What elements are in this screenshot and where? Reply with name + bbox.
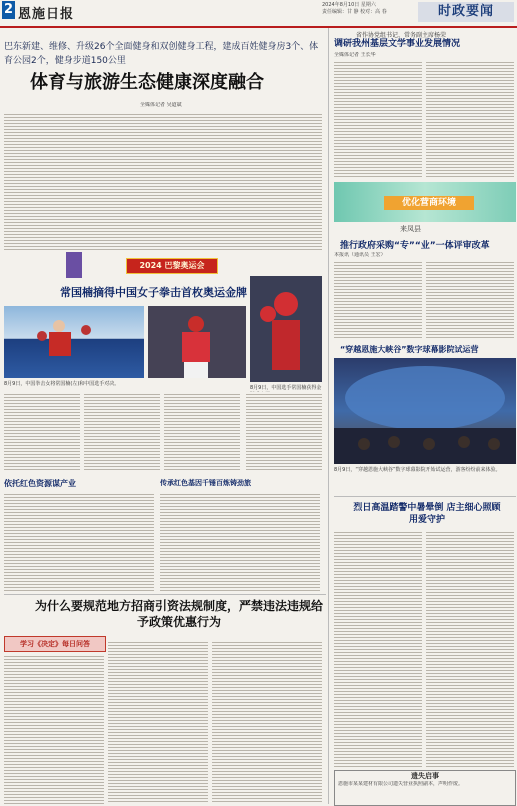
boxing-title: 常国楠摘得中国女子拳击首枚奥运金牌 (60, 286, 247, 299)
lead-body (4, 112, 322, 252)
boxing-caption-right: 8月9日，中国选手常国楠获得金 (250, 385, 322, 391)
middle-left-body (4, 492, 154, 592)
bottom-body-2 (108, 640, 208, 804)
business-sub: 来凤县 (400, 225, 421, 233)
boxing-body-3 (164, 392, 240, 472)
business-banner-text: 优化营商环境 (384, 196, 474, 210)
business-body-2 (426, 260, 514, 338)
lead-byline: 全媒体记者 吴道斌 (140, 102, 182, 108)
editor-line: 责任编辑：甘 静 校对：高 春 (322, 9, 387, 15)
business-banner (334, 182, 516, 222)
masthead (0, 0, 517, 28)
enshi-photo (334, 358, 516, 464)
boxing-body-1 (4, 392, 80, 472)
boxing-body-2 (84, 392, 160, 472)
boxing-photo-right (250, 276, 322, 382)
bottom-body-1 (4, 654, 104, 804)
date-line: 2024年8月10日 星期六 (322, 2, 376, 8)
olympic-banner (66, 252, 252, 280)
business-body-1 (334, 260, 422, 338)
recruit-body-1 (334, 530, 422, 768)
boxer-portrait-icon (250, 276, 322, 382)
recruit-title: 烈日高温踏警中暑晕倒 店主细心照顾用爱守护 (353, 503, 501, 525)
lead-title: 体育与旅游生态健康深度融合 (30, 72, 264, 93)
recruit-body-2 (426, 530, 514, 768)
olympic-banner-text: 2024 巴黎奥运会 (126, 258, 218, 274)
bottom-headline: 为什么要规范地方招商引资法规制度，严禁违法违规给予政策优惠行为 (34, 599, 323, 629)
boxer-silhouette-icon (4, 306, 144, 378)
lead-kicker: 巴东新建、维修、升级26个全面健身和双创健身工程，建成百姓健身房3个、体育公园2个，健身步道150公里 (4, 42, 319, 66)
right-divider (334, 496, 516, 497)
study-banner-text: 学习《决定》每日问答 (20, 640, 90, 648)
enshi-caption: 8月9日，“穿越恩施大峡谷”数字球幕影院开始试运营，游客纷纷前来体验。 (334, 467, 501, 473)
bottom-body-3 (212, 640, 322, 804)
notice-title: 遗失启事 (411, 772, 439, 780)
right-byline: 全媒体记者 王长华 (334, 52, 376, 58)
study-banner (4, 636, 106, 652)
page-number: 2 (3, 2, 14, 17)
boxing-body-4 (246, 392, 322, 472)
boxing-article-title: 传承红色基因千锤百炼铸劲旅 (160, 479, 251, 487)
business-byline: 本报讯（通讯员 王宏） (334, 252, 386, 258)
section-divider (4, 594, 326, 595)
right-kicker: 省作协党组书记、常务副主席杨荣 (356, 32, 447, 39)
right-body-2 (426, 60, 514, 178)
middle-left-title: 依托红色资源谋产业 (4, 479, 76, 488)
enshi-title: “穿越恩施大峡谷”数字球幕影院试运营 (340, 345, 479, 354)
boxing-photo-center (148, 306, 246, 378)
right-body-1 (334, 60, 422, 178)
notice-text: 恩施市某某建材有限公司遗失营业执照副本，声明作废。 (338, 781, 464, 787)
newspaper-brand: 恩施日报 (18, 7, 75, 22)
boxing-caption-left: 8月9日，中国拳击女将常国楠(左)和中国选手对决。 (4, 381, 120, 387)
business-title: 推行政府采购“专”“业”一体评审改革 (340, 241, 490, 251)
column-divider (328, 28, 329, 804)
right-title: 调研我州基层文学事业发展情况 (334, 39, 461, 49)
dome-theater-icon (334, 358, 516, 464)
date-block (322, 2, 387, 16)
boxer-celebration-icon (148, 306, 246, 378)
boxing-photo-left (4, 306, 144, 378)
notice-box (334, 770, 516, 806)
middle-center-body (160, 492, 320, 592)
section-title: 时政要闻 (418, 2, 514, 22)
